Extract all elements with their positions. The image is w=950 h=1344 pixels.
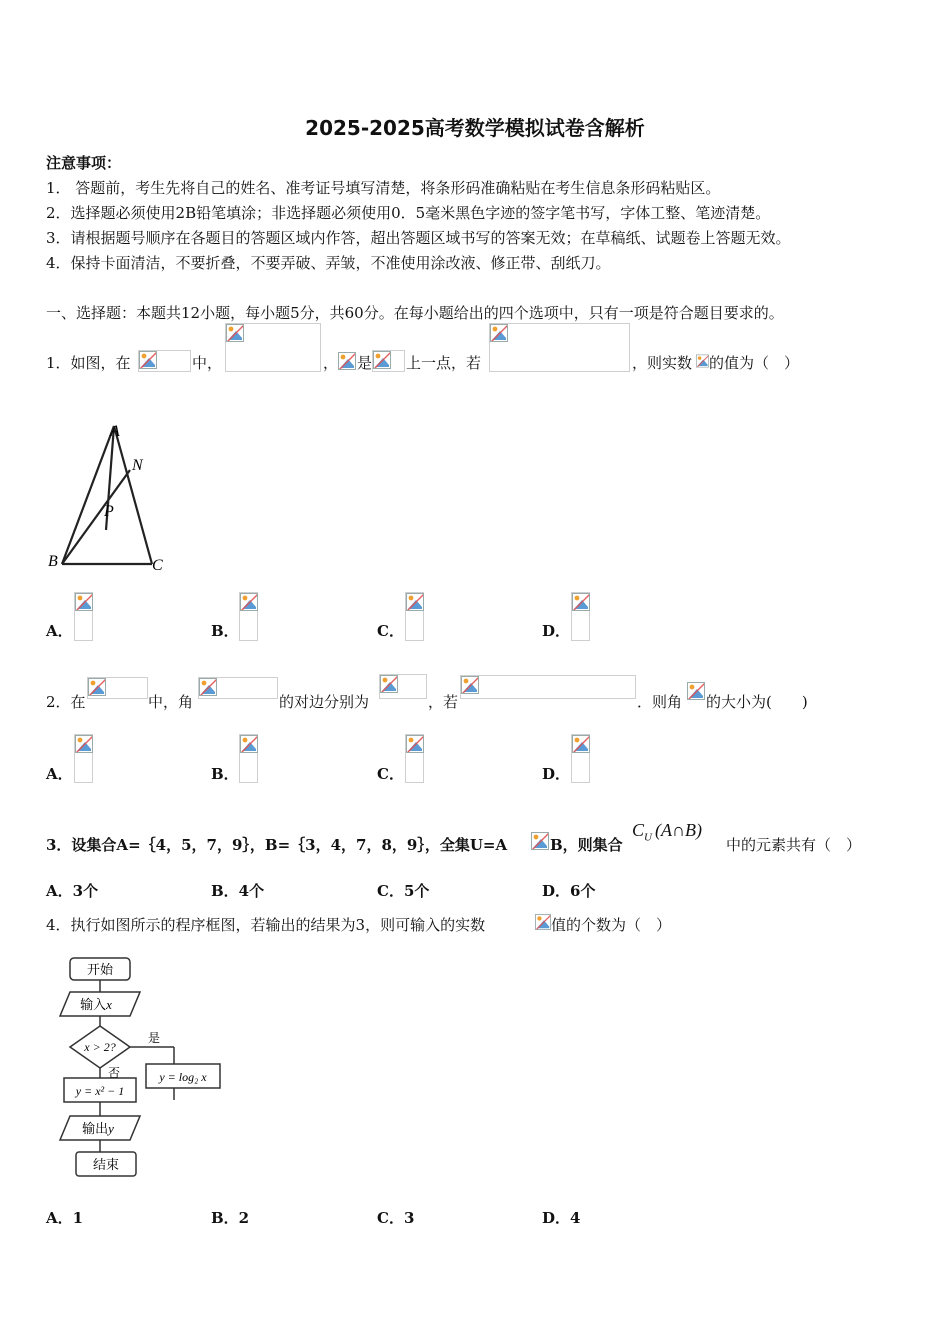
q2-option-b[interactable]: B． xyxy=(211,765,239,783)
q1-text-6: ，则实数 xyxy=(632,354,693,372)
q3-text-1: 3．设集合A=｛4，5，7，9｝，B=｛3，4，7，8，9｝，全集U=A xyxy=(46,836,508,854)
flow-left-box: y = x² − 1 xyxy=(75,1084,125,1098)
flow-input xyxy=(80,997,112,1013)
formula-image xyxy=(535,913,551,931)
notice-item-2: 2．选择题必须使用2B铅笔填涂；非选择题必须使用0．5毫米黑色字迹的签字笔书写，字体工整、笔迹清楚。 xyxy=(46,204,771,222)
notice-item-1: 1． 答题前，考生先将自己的姓名、准考证号填写清楚，将条形码准确粘贴在考生信息条形码粘贴区。 xyxy=(46,179,721,197)
formula-image xyxy=(198,677,278,699)
formula-image xyxy=(225,323,321,372)
q1-option-c[interactable]: C． xyxy=(377,622,404,640)
option-image xyxy=(405,592,424,641)
broken-image-icon xyxy=(380,675,398,693)
q1-text-3: ， xyxy=(323,354,339,372)
page-title: 2025-2025高考数学模拟试卷含解析 xyxy=(305,116,645,140)
broken-image-icon xyxy=(406,735,424,753)
notice-item-3: 3．请根据题号顺序在各题目的答题区域内作答，超出答题区域书写的答案无效；在草稿纸、试题卷上答题无效。 xyxy=(46,229,791,247)
notice-item-4: 4．保持卡面清洁，不要折叠，不要弄破、弄皱，不准使用涂改液、修正带、刮纸刀。 xyxy=(46,254,611,272)
broken-image-icon xyxy=(226,324,244,342)
q4-option-c[interactable]: C．3 xyxy=(377,1209,415,1227)
section-heading: 一、选择题：本题共12小题，每小题5分，共60分。在每小题给出的四个选项中，只有一项是符合题目要求的。 xyxy=(46,304,784,322)
broken-image-icon xyxy=(373,351,391,369)
option-image xyxy=(239,734,258,783)
q3-text-2: B，则集合 xyxy=(550,836,623,854)
q1-option-a[interactable]: A． xyxy=(46,622,73,640)
q4-text-2: 值的个数为（ ） xyxy=(551,916,672,934)
flow-input-label: 输入 xyxy=(80,998,107,1013)
flow-input-var: x xyxy=(106,997,112,1012)
label-N: N xyxy=(132,457,143,474)
broken-image-icon xyxy=(572,593,590,611)
option-image xyxy=(571,592,590,641)
formula-image xyxy=(489,323,630,372)
triangle-figure xyxy=(44,418,174,578)
formula-image xyxy=(379,674,427,699)
broken-image-icon xyxy=(75,735,93,753)
formula-image xyxy=(696,352,709,372)
formula-rest: (A∩B) xyxy=(654,820,702,840)
q3-option-c[interactable]: C．5个 xyxy=(377,882,430,900)
q4-option-b[interactable]: B．2 xyxy=(211,1209,250,1227)
option-image xyxy=(74,592,93,641)
flow-end: 结束 xyxy=(92,1158,120,1173)
broken-image-icon xyxy=(240,735,258,753)
notice-heading: 注意事项： xyxy=(46,154,122,172)
broken-image-icon xyxy=(531,832,549,850)
broken-image-icon xyxy=(687,682,705,700)
formula-sub: U xyxy=(644,831,652,844)
flowchart xyxy=(56,950,236,1190)
flow-output-var: y xyxy=(108,1121,114,1136)
formula-image xyxy=(372,350,405,372)
broken-image-icon xyxy=(461,676,479,694)
flow-output-label: 输出 xyxy=(82,1122,109,1137)
broken-image-icon xyxy=(535,913,551,931)
formula-image xyxy=(87,677,148,699)
q1-text-1: 1．如图，在 xyxy=(46,354,131,372)
formula-image xyxy=(138,350,191,372)
q2-text-5: ．则角 xyxy=(637,693,683,711)
option-image xyxy=(239,592,258,641)
q3-option-a[interactable]: A．3个 xyxy=(46,882,99,900)
flow-yes: 是 xyxy=(148,1031,161,1045)
formula-image xyxy=(687,682,706,701)
q1-text-5: 上一点，若 xyxy=(406,354,482,372)
label-P: P xyxy=(104,503,114,520)
q2-option-c[interactable]: C． xyxy=(377,765,404,783)
flow-output xyxy=(82,1121,114,1137)
broken-image-icon xyxy=(406,593,424,611)
formula-image xyxy=(460,675,636,699)
option-image xyxy=(74,734,93,783)
q2-text-4: ，若 xyxy=(428,693,459,711)
broken-image-icon xyxy=(240,593,258,611)
q2-text-1: 2．在 xyxy=(46,693,86,711)
q2-option-d[interactable]: D． xyxy=(542,765,571,783)
broken-image-icon xyxy=(88,678,106,696)
label-A: A xyxy=(110,423,120,440)
label-B: B xyxy=(48,553,58,570)
option-image xyxy=(571,734,590,783)
flow-right-box: y = log₂ x xyxy=(159,1070,207,1084)
q1-option-b[interactable]: B． xyxy=(211,622,239,640)
formula-image xyxy=(531,832,550,850)
broken-image-icon xyxy=(338,352,356,370)
broken-image-icon xyxy=(199,678,217,696)
q3-option-b[interactable]: B．4个 xyxy=(211,882,265,900)
broken-image-icon xyxy=(490,324,508,342)
q4-text-1: 4．执行如图所示的程序框图，若输出的结果为3，则可输入的实数 xyxy=(46,916,486,934)
option-image xyxy=(405,734,424,783)
broken-image-icon xyxy=(75,593,93,611)
q3-text-3: 中的元素共有（ ） xyxy=(726,836,862,854)
broken-image-icon xyxy=(139,351,157,369)
label-C: C xyxy=(152,557,163,574)
q1-text-7: 的值为（ ） xyxy=(709,354,800,372)
broken-image-icon xyxy=(572,735,590,753)
formula-c: C xyxy=(632,820,645,840)
formula-image xyxy=(338,352,357,372)
complement-formula xyxy=(632,820,702,844)
q1-text-4: 是 xyxy=(357,354,373,372)
q3-option-d[interactable]: D．6个 xyxy=(542,882,596,900)
flow-start: 开始 xyxy=(86,963,114,978)
q1-option-d[interactable]: D． xyxy=(542,622,571,640)
q2-text-6: 的大小为( ) xyxy=(706,693,808,711)
q4-option-d[interactable]: D．4 xyxy=(542,1209,581,1227)
q2-text-3: 的对边分别为 xyxy=(279,693,370,711)
q2-text-2: 中，角 xyxy=(148,693,194,711)
q4-option-a[interactable]: A．1 xyxy=(46,1209,84,1227)
flow-no: 否 xyxy=(108,1066,121,1080)
flow-condition: x > 2? xyxy=(84,1040,116,1054)
q2-option-a[interactable]: A． xyxy=(46,765,73,783)
q1-text-2: 中， xyxy=(192,354,223,372)
broken-image-icon xyxy=(696,352,709,370)
